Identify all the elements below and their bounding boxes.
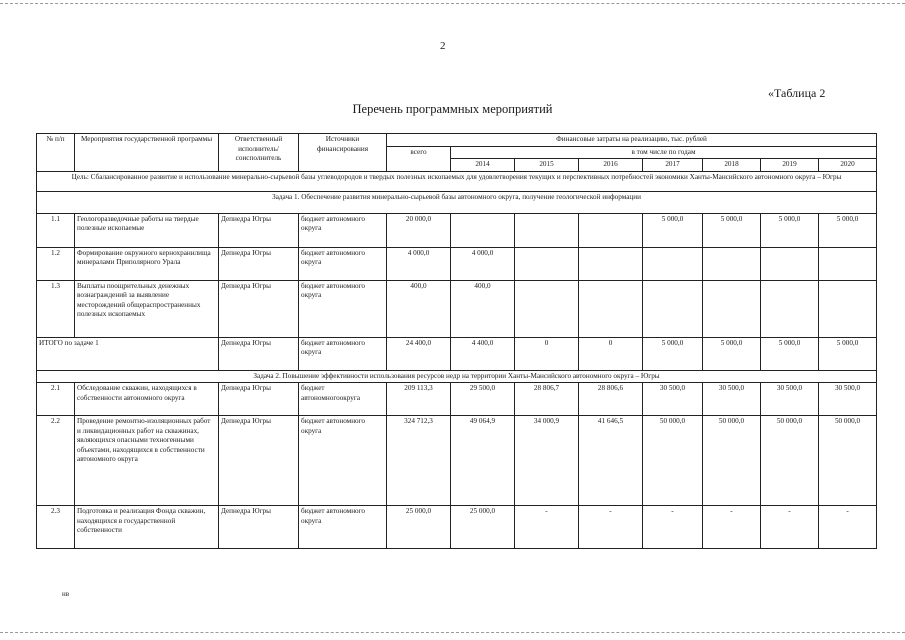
table-row (37, 506, 877, 549)
funding-source: бюджет автономного округа (299, 280, 387, 337)
year-value: 28 806,7 (515, 383, 579, 416)
year-header: 2019 (761, 159, 819, 172)
table-row (37, 213, 877, 247)
year-value (579, 213, 643, 247)
total-value: 4 000,0 (387, 247, 451, 280)
year-header: 2018 (703, 159, 761, 172)
measure-name: Геологоразведочные работы на твердые полезные ископаемые (75, 213, 219, 247)
year-value: 5 000,0 (703, 213, 761, 247)
year-value: - (703, 506, 761, 549)
year-value (579, 280, 643, 337)
year-value: 41 646,5 (579, 416, 643, 506)
col-executor-header: Ответственный исполнитель/ соисполнитель (219, 134, 299, 172)
goal-row: Цель: Сбалансированное развитие и использование минерально-сырьевой базы углеводородов и твердых полезных ископаемых для удовлетворения текущих и перспективных потребностей экономики Ханты-Мансийского автономного округа – Югры (37, 171, 877, 191)
footer-mark: нв (62, 590, 70, 598)
executor: Депнедра Югры (219, 213, 299, 247)
year-value (515, 247, 579, 280)
task-1-title: Задача 1. Обеспечение развития минерально-сырьевой базы автономного округа, получение геологической информации (37, 191, 877, 213)
year-value: 4 000,0 (451, 247, 515, 280)
executor: Депнедра Югры (219, 280, 299, 337)
year-value: - (643, 506, 703, 549)
funding-source: бюджет автономного округа (299, 213, 387, 247)
year-value (515, 280, 579, 337)
page-number: 2 (440, 40, 446, 52)
funding-source: бюджет автономного округа (299, 506, 387, 549)
row-number: 1.3 (37, 280, 75, 337)
year-value: 400,0 (451, 280, 515, 337)
year-value: 5 000,0 (703, 337, 761, 370)
year-value: - (515, 506, 579, 549)
row-number: 2.1 (37, 383, 75, 416)
table-row (37, 383, 877, 416)
table-label: «Таблица 2 (768, 86, 826, 100)
year-value: 50 000,0 (703, 416, 761, 506)
year-value: 30 500,0 (703, 383, 761, 416)
col-finance-header: Финансовые затраты на реализацию, тыс. рублей (387, 134, 877, 147)
year-value: 25 000,0 (451, 506, 515, 549)
year-value (579, 247, 643, 280)
year-value: 30 500,0 (643, 383, 703, 416)
year-value: - (579, 506, 643, 549)
total-value: 20 000,0 (387, 213, 451, 247)
measure-name: Формирование окружного кернохранилища минералами Приполярного Урала (75, 247, 219, 280)
year-value: 30 500,0 (819, 383, 877, 416)
measure-name: Проведение ремонтно-изоляционных работ и ликвидационных работ на скважинах, являющихся опасными техногенными объектами, находящихся в собственности автономного округа (75, 416, 219, 506)
scan-edge-top (0, 3, 905, 4)
year-value: 30 500,0 (761, 383, 819, 416)
year-value: 49 064,9 (451, 416, 515, 506)
executor: Депнедра Югры (219, 337, 299, 370)
year-value: 5 000,0 (819, 337, 877, 370)
year-value: 4 400,0 (451, 337, 515, 370)
year-value: 5 000,0 (643, 213, 703, 247)
year-value: 34 000,9 (515, 416, 579, 506)
year-value: 50 000,0 (819, 416, 877, 506)
funding-source: бюджет автономного округа (299, 337, 387, 370)
year-value: 28 806,6 (579, 383, 643, 416)
scan-edge-bottom (0, 632, 905, 633)
col-measures-header: Мероприятия государственной программы (75, 134, 219, 172)
year-value: 0 (515, 337, 579, 370)
total-value: 24 400,0 (387, 337, 451, 370)
year-value (515, 213, 579, 247)
executor: Депнедра Югры (219, 247, 299, 280)
year-header: 2017 (643, 159, 703, 172)
year-header: 2016 (579, 159, 643, 172)
year-value: 5 000,0 (761, 213, 819, 247)
year-value (451, 213, 515, 247)
funding-source: бюджет автономного округа (299, 247, 387, 280)
funding-source: бюджет автономного округа (299, 416, 387, 506)
measure-name: Подготовка и реализация Фонда скважин, находящихся в государственной собственности (75, 506, 219, 549)
total-value: 400,0 (387, 280, 451, 337)
year-header: 2015 (515, 159, 579, 172)
year-value (761, 247, 819, 280)
total-label: ИТОГО по задаче 1 (37, 337, 219, 370)
year-value: 5 000,0 (761, 337, 819, 370)
row-number: 1.2 (37, 247, 75, 280)
year-value (703, 280, 761, 337)
year-value (643, 280, 703, 337)
year-value: - (761, 506, 819, 549)
document-title: Перечень программных мероприятий (352, 102, 553, 116)
year-header: 2014 (451, 159, 515, 172)
table-row (37, 416, 877, 506)
table-row (37, 247, 877, 280)
task-1-total-row (37, 337, 877, 370)
col-sources-header: Источники финансирования (299, 134, 387, 172)
year-value (703, 247, 761, 280)
year-header: 2020 (819, 159, 877, 172)
year-value (761, 280, 819, 337)
year-value: 5 000,0 (643, 337, 703, 370)
executor: Депнедра Югры (219, 506, 299, 549)
measures-table (36, 133, 877, 549)
year-value (643, 247, 703, 280)
total-value: 209 113,3 (387, 383, 451, 416)
funding-source: бюджет автономногоокруга (299, 383, 387, 416)
year-value: 29 500,0 (451, 383, 515, 416)
year-value: 5 000,0 (819, 213, 877, 247)
total-value: 25 000,0 (387, 506, 451, 549)
year-value: - (819, 506, 877, 549)
year-value (819, 247, 877, 280)
col-years-header: в том числе по годам (451, 146, 877, 159)
row-number: 1.1 (37, 213, 75, 247)
year-value (819, 280, 877, 337)
year-value: 50 000,0 (643, 416, 703, 506)
col-num-header: № п/п (37, 134, 75, 172)
measure-name: Выплаты поощрительных денежных вознаграждений за выявление месторождений общераспространенных полезных ископаемых (75, 280, 219, 337)
executor: Депнедра Югры (219, 383, 299, 416)
task-2-title: Задача 2. Повышение эффективности использования ресурсов недр на территории Ханты-Мансийского автономного округа – Югры (37, 370, 877, 383)
executor: Депнедра Югры (219, 416, 299, 506)
col-total-header: всего (387, 146, 451, 171)
row-number: 2.3 (37, 506, 75, 549)
table-row (37, 280, 877, 337)
row-number: 2.2 (37, 416, 75, 506)
year-value: 0 (579, 337, 643, 370)
measure-name: Обследование скважин, находящихся в собственности автономного округа (75, 383, 219, 416)
total-value: 324 712,3 (387, 416, 451, 506)
year-value: 50 000,0 (761, 416, 819, 506)
